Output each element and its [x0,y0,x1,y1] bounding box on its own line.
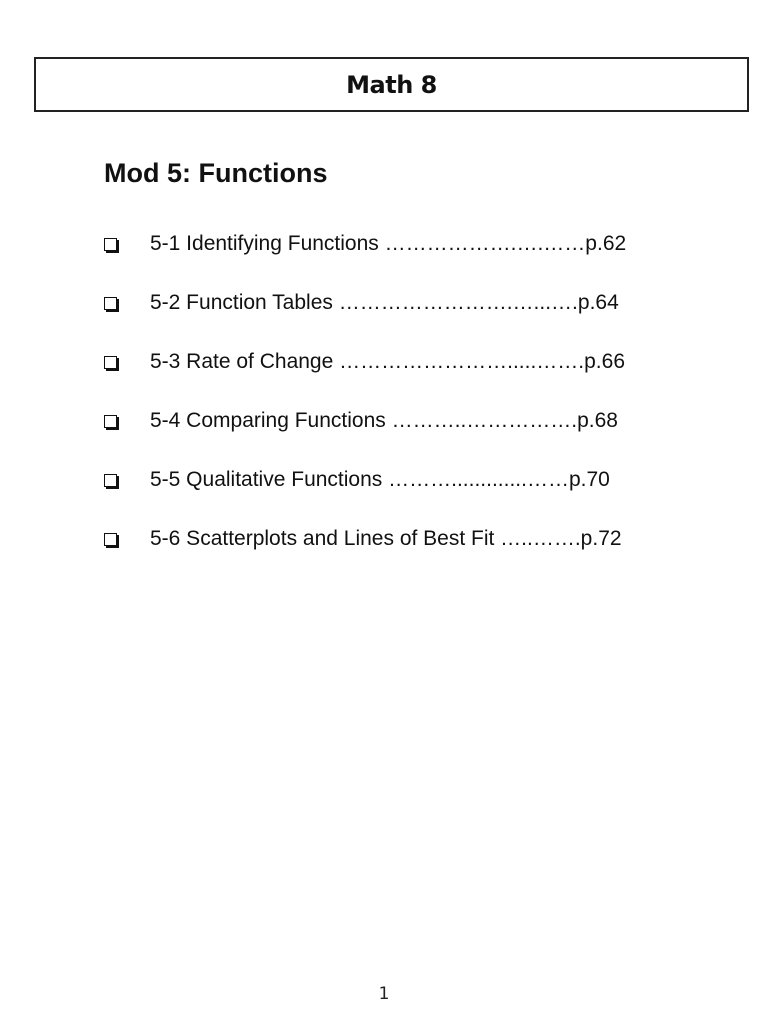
toc-item[interactable] [104,288,704,347]
toc-item-label: 5-4 Comparing Functions ………..…………….p.68 [150,409,618,432]
checkbox-icon[interactable] [104,238,117,251]
table-of-contents [104,229,704,583]
toc-item-label: 5-6 Scatterplots and Lines of Best Fit …..…….p.72 [150,527,622,550]
toc-item[interactable] [104,347,704,406]
toc-item-label: 5-2 Function Tables …………………….…...….p.64 [150,291,619,314]
toc-item-label: 5-1 Identifying Functions ……………….….……p.62 [150,232,627,255]
title-box [34,57,749,112]
checkbox-icon[interactable] [104,474,117,487]
checkbox-icon[interactable] [104,415,117,428]
checkbox-icon[interactable] [104,297,117,310]
toc-item[interactable] [104,229,704,288]
checkbox-icon[interactable] [104,533,117,546]
page-title: Math 8 [346,70,437,99]
checkbox-icon[interactable] [104,356,117,369]
toc-item[interactable] [104,406,704,465]
page-number: 1 [378,984,390,1004]
section-heading: Mod 5: Functions [104,158,328,188]
toc-item[interactable] [104,524,704,583]
toc-item-label: 5-3 Rate of Change …………………….....…….p.66 [150,350,626,373]
toc-item-label: 5-5 Qualitative Functions ……….............……p.70 [150,468,610,491]
toc-item[interactable] [104,465,704,524]
